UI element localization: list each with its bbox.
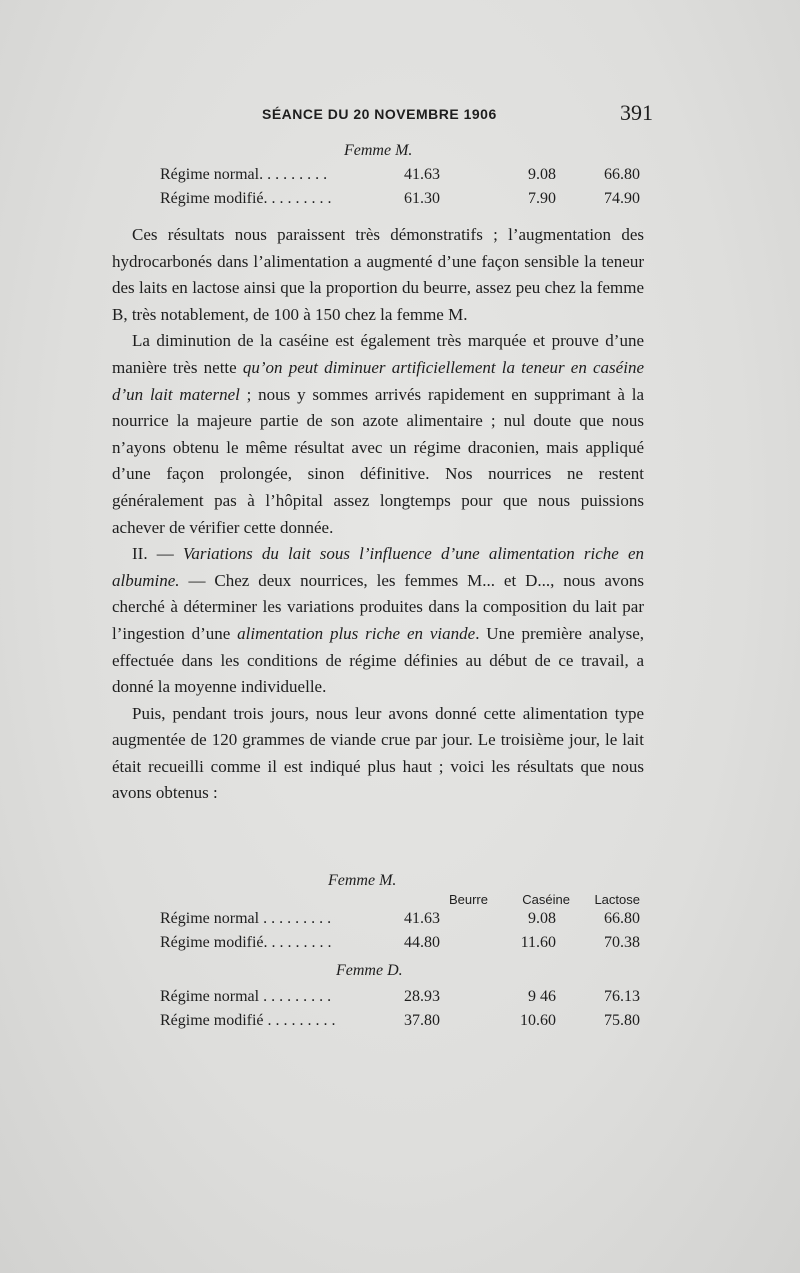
column-header-beurre: Beurre bbox=[448, 892, 488, 907]
section-number: II. — bbox=[132, 544, 183, 564]
running-title: SÉANCE DU 20 NOVEMBRE 1906 bbox=[262, 106, 497, 122]
table1-row-normal bbox=[160, 166, 648, 190]
table2-m-row-modifie bbox=[160, 934, 648, 958]
table2-d-row-normal bbox=[160, 988, 648, 1012]
page-header bbox=[0, 100, 800, 128]
paragraph-2-text-end: ; nous y sommes arrivés rapidement en supprimant à la nourrice la majeure partie de son azote alimentaire ; nul doute que nous n’ayons obtenu le même résultat avec un régime draconien, mais appliqué d’une façon prolongée, sinon définitive. Nos nourrices ne restent généralement pas à l’hôpital assez longtemps pour que nous puissions achever de vérifier cette donnée. bbox=[112, 384, 644, 537]
value-caseine: 9.08 bbox=[528, 166, 556, 183]
value-beurre: 44.80 bbox=[404, 934, 440, 951]
value-lactose: 70.38 bbox=[604, 934, 640, 951]
paragraph-2-emphasis: qu’on peut diminuer artificiellement la teneur en caséine d’un lait maternel bbox=[112, 357, 644, 404]
table2-subtitle-m: Femme M. bbox=[328, 872, 397, 889]
value-beurre: 41.63 bbox=[404, 910, 440, 927]
column-header-caseine: Caséine bbox=[522, 892, 570, 907]
value-beurre: 37.80 bbox=[404, 1012, 440, 1029]
value-beurre: 61.30 bbox=[404, 190, 440, 207]
paragraph-3-text: — Chez deux nourrices, les femmes M... et D..., nous avons cherché à déterminer les variations produites dans la composition du lait par l’ingestion d’une bbox=[112, 570, 644, 643]
paragraph-2 bbox=[112, 328, 644, 541]
table2-column-headers bbox=[160, 892, 648, 912]
row-label: Régime modifié. . . . . . . . . bbox=[160, 190, 332, 207]
paragraph-3-text-end: . Une première analyse, effectuée dans les conditions de régime définies au début de ce travail, a donné la moyenne individuelle. bbox=[112, 623, 644, 697]
value-caseine: 10.60 bbox=[520, 1012, 556, 1029]
paragraph-1: Ces résultats nous paraissent très démonstratifs ; l’augmentation des hydrocarbonés dans l’alimentation a augmenté d’une façon sensible la teneur des laits en lactose ainsi que la proportion du beurre, assez peu chez la femme B, très notablement, de 100 à 150 chez la femme M. bbox=[112, 225, 644, 324]
row-label: Régime normal . . . . . . . . . bbox=[160, 910, 332, 927]
value-caseine: 7.90 bbox=[528, 190, 556, 207]
paragraph-2-text: La diminution de la caséine est également très marquée et prouve d’une manière très nette bbox=[112, 331, 644, 377]
table2-subtitle-d: Femme D. bbox=[336, 962, 403, 979]
table2-m-row-normal bbox=[160, 910, 648, 934]
value-caseine: 9 46 bbox=[528, 988, 556, 1005]
table2-d-row-modifie bbox=[160, 1012, 648, 1036]
row-label: Régime modifié. . . . . . . . . bbox=[160, 934, 332, 951]
section-heading: Variations du lait sous l’influence d’une alimentation riche en albumine. bbox=[112, 544, 644, 590]
column-header-lactose: Lactose bbox=[594, 892, 640, 907]
paragraph-3-emphasis: alimentation plus riche en viande bbox=[237, 623, 476, 643]
table1-subtitle: Femme M. bbox=[344, 142, 413, 159]
paragraph-3 bbox=[112, 541, 644, 701]
value-beurre: 41.63 bbox=[404, 166, 440, 183]
value-lactose: 66.80 bbox=[604, 910, 640, 927]
row-label: Régime normal. . . . . . . . . bbox=[160, 166, 328, 183]
body-text bbox=[112, 222, 644, 807]
value-lactose: 75.80 bbox=[604, 1012, 640, 1029]
row-label: Régime normal . . . . . . . . . bbox=[160, 988, 332, 1005]
table1-row-modifie bbox=[160, 190, 648, 214]
value-lactose: 66.80 bbox=[604, 166, 640, 183]
row-label: Régime modifié . . . . . . . . . bbox=[160, 1012, 336, 1029]
value-caseine: 11.60 bbox=[520, 934, 556, 951]
paragraph-4: Puis, pendant trois jours, nous leur avons donné cette alimentation type augmentée de 120 grammes de viande crue par jour. Le troisième jour, le lait était recueilli comme il est indiqué plus haut ; voici les résultats que nous avons obtenus : bbox=[112, 703, 644, 803]
page-number: 391 bbox=[620, 100, 653, 125]
value-lactose: 76.13 bbox=[604, 988, 640, 1005]
value-lactose: 74.90 bbox=[604, 190, 640, 207]
value-beurre: 28.93 bbox=[404, 988, 440, 1005]
value-caseine: 9.08 bbox=[528, 910, 556, 927]
